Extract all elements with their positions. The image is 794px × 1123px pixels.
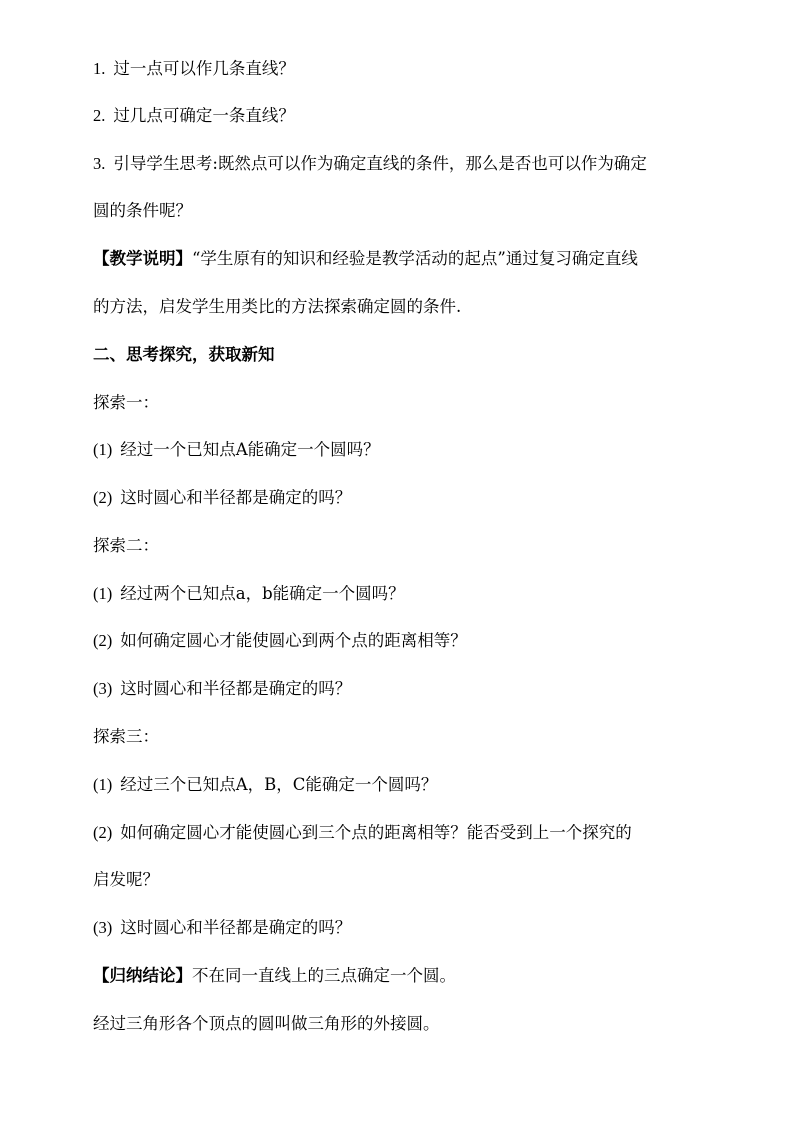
list-item-text: 如何确定圆心才能使圆心到两个点的距离相等？ xyxy=(120,631,467,650)
list-item-text: 这时圆心和半径都是确定的吗？ xyxy=(120,679,352,698)
list-number: (1) xyxy=(93,775,113,794)
review-question-3-continued xyxy=(93,200,743,222)
list-number: (2) xyxy=(93,631,113,650)
explore-3-title: 探索三： xyxy=(93,727,159,746)
conclusion-text: 不在同一直线上的三点确定一个圆。 xyxy=(192,966,456,985)
list-item xyxy=(93,439,743,461)
list-number: (1) xyxy=(93,440,113,459)
teaching-note-label: 【教学说明】 xyxy=(93,249,192,268)
list-item xyxy=(93,630,743,652)
explore-1-title: 探索一： xyxy=(93,393,159,412)
list-item-continued xyxy=(93,869,743,891)
list-item-text: 如何确定圆心才能使圆心到三个点的距离相等？能否受到上一个探究的 xyxy=(120,823,632,842)
question-text: 引导学生思考:既然点可以作为确定直线的条件，那么是否也可以作为确定 xyxy=(113,154,647,173)
list-item-text: 这时圆心和半径都是确定的吗？ xyxy=(120,918,352,937)
review-question-1 xyxy=(93,58,743,80)
question-text: 过一点可以作几条直线？ xyxy=(113,59,295,78)
definition: 经过三角形各个顶点的圆叫做三角形的外接圆。 xyxy=(93,1014,440,1033)
list-item xyxy=(93,678,743,700)
list-number: (2) xyxy=(93,823,113,842)
list-item xyxy=(93,917,743,939)
list-number: 2. xyxy=(93,106,106,125)
list-number: (3) xyxy=(93,918,113,937)
explore-2-title: 探索二： xyxy=(93,536,159,555)
conclusion xyxy=(93,965,743,987)
review-question-2 xyxy=(93,105,743,127)
list-item-text: 启发呢？ xyxy=(93,870,159,889)
list-number: 3. xyxy=(93,154,106,173)
list-number: 1. xyxy=(93,59,106,78)
teaching-note-text: “学生原有的知识和经验是教学活动的起点”通过复习确定直线 xyxy=(192,249,638,268)
review-question-3 xyxy=(93,153,743,175)
list-item xyxy=(93,487,743,509)
list-item xyxy=(93,583,743,605)
list-item xyxy=(93,822,743,844)
teaching-note xyxy=(93,248,743,270)
list-item-text: 这时圆心和半径都是确定的吗？ xyxy=(120,488,352,507)
list-number: (1) xyxy=(93,584,113,603)
list-item-text: 经过三个已知点A，B，C能确定一个圆吗？ xyxy=(120,775,438,794)
list-number: (3) xyxy=(93,679,113,698)
teaching-note-continued xyxy=(93,296,743,318)
list-item-text: 经过两个已知点a，b能确定一个圆吗？ xyxy=(120,584,405,603)
section-heading: 二、思考探究，获取新知 xyxy=(93,345,275,364)
list-number: (2) xyxy=(93,488,113,507)
teaching-note-text: 的方法，启发学生用类比的方法探索确定圆的条件. xyxy=(93,297,462,316)
question-text: 过几点可确定一条直线？ xyxy=(113,106,295,125)
question-text: 圆的条件呢？ xyxy=(93,201,192,220)
conclusion-label: 【归纳结论】 xyxy=(93,966,192,985)
list-item-text: 经过一个已知点A能确定一个圆吗？ xyxy=(120,440,380,459)
list-item xyxy=(93,774,743,796)
